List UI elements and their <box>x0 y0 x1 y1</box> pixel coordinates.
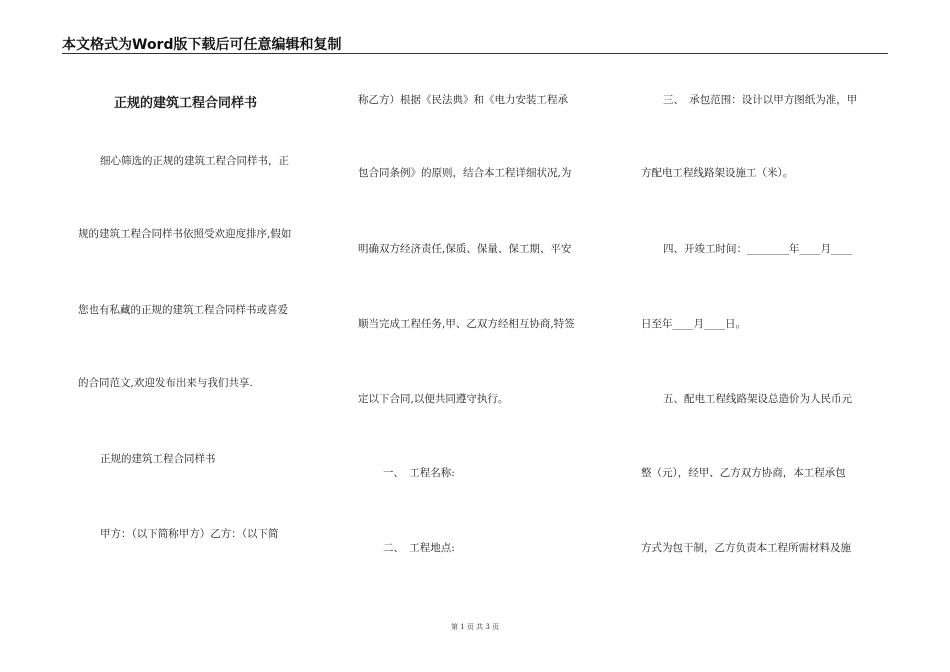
col2-line-3: 明确双方经济责任,保质、保量、保工期、平安 <box>358 243 572 255</box>
col1-line-5: 正规的建筑工程合同样书 <box>100 453 216 465</box>
col3-line-5: 五、配电工程线路架设总造价为人民币元 <box>663 393 852 405</box>
col2-line-7: 二、 工程地点: <box>383 542 455 554</box>
col2-line-4: 顺当完成工程任务,甲、乙双方经相互协商,特签 <box>358 318 575 330</box>
col3-line-3: 四、开竣工时间：________年____月____ <box>663 243 852 255</box>
col3-line-1: 三、 承包范围：设计以甲方图纸为准，甲 <box>663 94 858 106</box>
col1-line-2: 规的建筑工程合同样书依照受欢迎度排序,假如 <box>78 228 292 240</box>
col3-line-4: 日至年____月____日。 <box>641 318 746 330</box>
col1-line-3: 您也有私藏的正规的建筑工程合同样书或喜爱 <box>78 304 288 316</box>
col1-line-1: 细心筛选的正规的建筑工程合同样书，正 <box>100 155 289 167</box>
col3-line-6: 整（元），经甲、乙方双方协商，本工程承包 <box>641 467 846 479</box>
col2-line-1: 称乙方）根据《民法典》和《电力安装工程承 <box>358 94 568 106</box>
col1-line-4: 的合同范文,欢迎发布出来与我们共享. <box>78 377 253 389</box>
col3-line-7: 方式为包干制，乙方负责本工程所需材料及施 <box>641 542 851 554</box>
document-banner: 本文格式为Word版下载后可任意编辑和复制 <box>62 37 342 53</box>
page-number: 第 1 页 共 3 页 <box>450 623 500 631</box>
col1-line-6: 甲方：（以下简称甲方）乙方：（以下简 <box>100 528 279 540</box>
col3-line-2: 方配电工程线路架设施工（米）。 <box>641 167 794 179</box>
col2-line-2: 包合同条例》的原则，结合本工程详细状况,为 <box>358 167 572 179</box>
col2-line-6: 一、 工程名称: <box>383 467 455 479</box>
col2-line-5: 定以下合同,以便共同遵守执行。 <box>358 393 509 405</box>
banner-divider <box>62 53 888 54</box>
document-title: 正规的建筑工程合同样书 <box>114 96 258 111</box>
